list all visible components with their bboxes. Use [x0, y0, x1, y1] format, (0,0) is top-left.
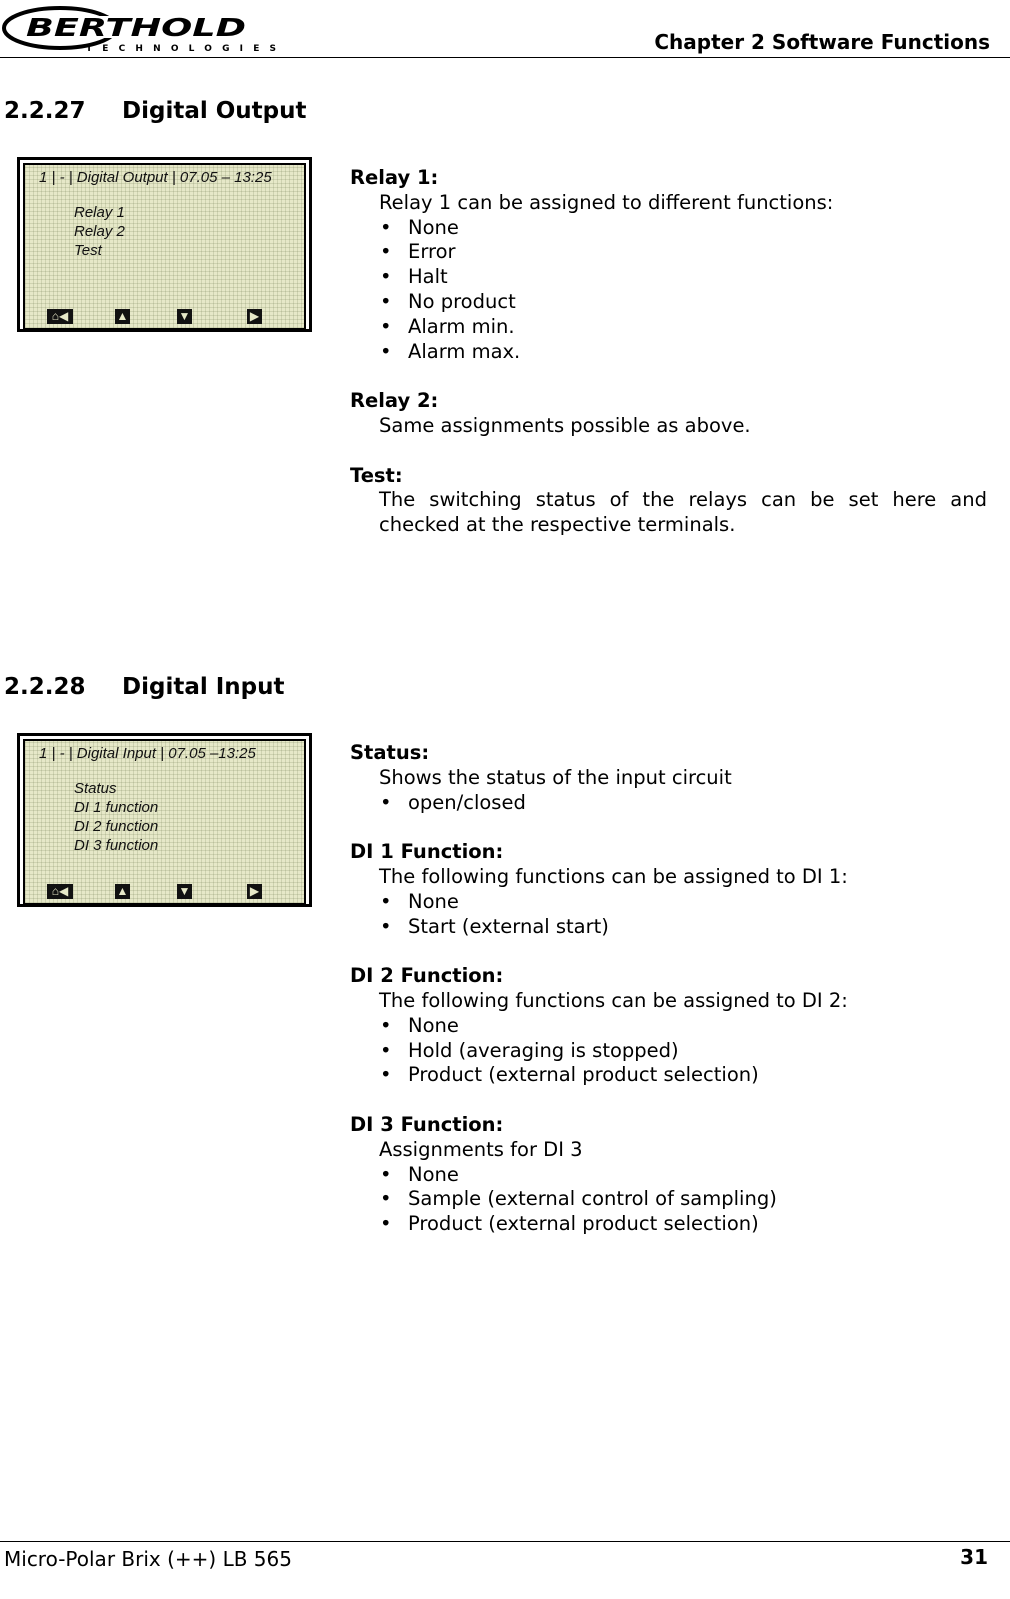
- di-2-function-label: DI 2 Function:: [350, 964, 504, 988]
- di-1-function-text: The following functions can be assigned to DI 1:: [379, 864, 848, 888]
- list-item: • Alarm max.: [379, 340, 987, 365]
- list-item: • Product (external product selection): [379, 1063, 987, 1088]
- display-status-line: 1 | - | Digital Input | 07.05 –13:25: [39, 745, 256, 762]
- up-arrow-icon: ▲: [116, 884, 129, 898]
- list-item: • None: [379, 1014, 987, 1039]
- list-item: • open/closed: [379, 791, 987, 816]
- list-item: • Halt: [379, 265, 987, 290]
- di-1-function-list: [350, 890, 987, 940]
- status-label: Status:: [350, 741, 430, 764]
- list-item: • Error: [379, 240, 987, 265]
- section-title: Digital Input: [122, 674, 285, 700]
- list-item: • Hold (averaging is stopped): [379, 1039, 987, 1064]
- display-menu: [74, 203, 125, 260]
- relay-2-label: Relay 2:: [350, 389, 439, 413]
- di-1-function-label: DI 1 Function:: [350, 840, 504, 864]
- di-2-function-list: [350, 1014, 987, 1088]
- digital-output-description: [350, 166, 987, 538]
- relay-2-text: Same assignments possible as above.: [379, 413, 751, 437]
- section-heading-digital-output: [4, 98, 306, 124]
- menu-item-relay-1: Relay 1: [74, 204, 125, 221]
- up-arrow-icon: ▲: [116, 309, 129, 323]
- down-arrow-icon: ▼: [178, 884, 191, 898]
- berthold-logo: [0, 6, 300, 54]
- status-list: [350, 791, 987, 816]
- menu-item-di-3-function: DI 3 function: [74, 837, 159, 854]
- di-3-function-text: Assignments for DI 3: [379, 1137, 583, 1161]
- digital-output-display: [17, 157, 312, 332]
- list-item: • None: [379, 890, 987, 915]
- section-number: 2.2.27: [4, 98, 86, 124]
- di-3-function-label: DI 3 Function:: [350, 1112, 504, 1136]
- display-menu: [74, 779, 158, 855]
- menu-item-di-1-function: DI 1 function: [74, 799, 159, 816]
- section-title: Digital Output: [122, 98, 307, 124]
- home-back-icon: ⌂◀: [47, 309, 73, 324]
- header-divider: [0, 57, 1010, 58]
- section-number: 2.2.28: [4, 674, 86, 700]
- test-label: Test:: [350, 463, 403, 487]
- menu-item-di-2-function: DI 2 function: [74, 818, 159, 835]
- chapter-title: Chapter 2 Software Functions: [654, 30, 990, 54]
- relay-1-text: Relay 1 can be assigned to different functions:: [379, 190, 834, 214]
- di-3-function-list: [350, 1163, 987, 1237]
- digital-input-display: [17, 733, 312, 907]
- down-arrow-icon: ▼: [178, 309, 191, 323]
- list-item: • Sample (external control of sampling): [379, 1187, 987, 1212]
- menu-item-relay-2: Relay 2: [74, 223, 125, 240]
- section-heading-digital-input: [4, 674, 285, 700]
- right-arrow-icon: ▶: [247, 884, 262, 899]
- svg-text:BERTHOLD: BERTHOLD: [26, 13, 246, 42]
- footer-divider: [0, 1541, 1010, 1542]
- display-status-line: 1 | - | Digital Output | 07.05 – 13:25: [39, 169, 272, 186]
- relay-1-label: Relay 1:: [350, 166, 439, 189]
- test-text: The switching status of the relays can be set here and checked at the respective terminals.: [379, 488, 987, 537]
- list-item: • Alarm min.: [379, 315, 987, 340]
- di-2-function-text: The following functions can be assigned to DI 2:: [379, 988, 848, 1012]
- list-item: • Start (external start): [379, 915, 987, 940]
- list-item: • Product (external product selection): [379, 1212, 987, 1237]
- page-number: 31: [960, 1545, 988, 1569]
- relay-1-function-list: [350, 216, 987, 365]
- list-item: • None: [379, 1163, 987, 1188]
- menu-item-status: Status: [74, 780, 117, 797]
- digital-input-description: [350, 741, 987, 1237]
- list-item: • None: [379, 216, 987, 241]
- menu-item-test: Test: [74, 242, 102, 259]
- home-back-icon: ⌂◀: [47, 884, 73, 899]
- footer-product-name: Micro-Polar Brix (++) LB 565: [4, 1547, 292, 1571]
- status-text: Shows the status of the input circuit: [379, 765, 732, 789]
- svg-text:TECHNOLOGIES: TECHNOLOGIES: [86, 44, 276, 54]
- list-item: • No product: [379, 290, 987, 315]
- right-arrow-icon: ▶: [247, 309, 262, 324]
